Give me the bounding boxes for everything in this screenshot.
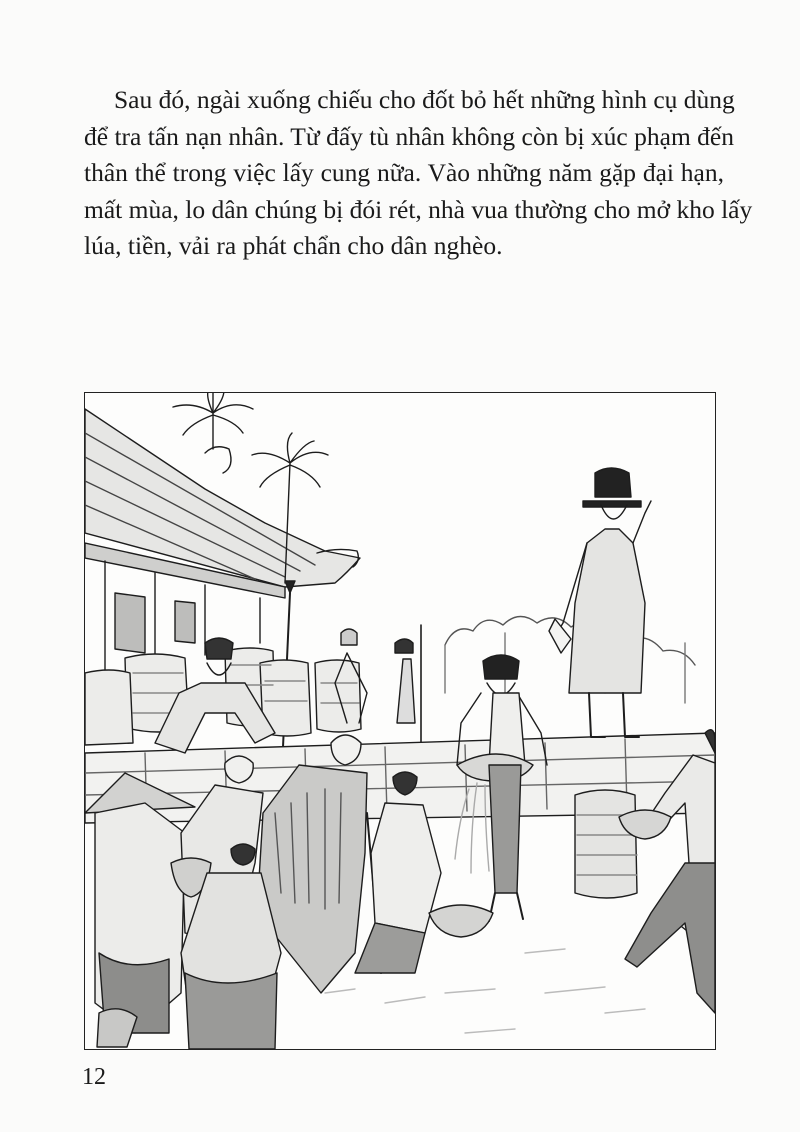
body-paragraph: [84, 82, 753, 265]
paragraph-line: để tra tấn nạn nhân. Từ đấy tù nhân không còn bị xúc phạm đến: [84, 121, 734, 151]
page-number: 12: [82, 1064, 106, 1090]
paragraph-line: lúa, tiền, vải ra phát chẩn cho dân nghèo.: [84, 231, 503, 260]
paragraph-line: Sau đó, ngài xuống chiếu cho đốt bỏ hết những hình cụ dùng: [114, 85, 735, 114]
paragraph-line: thân thể trong việc lấy cung nữa. Vào những năm gặp đại hạn,: [84, 158, 724, 187]
ink-drawing-rice-distribution: [85, 393, 715, 1049]
paragraph-line: mất mùa, lo dân chúng bị đói rét, nhà vua thường cho mở kho lấy: [84, 194, 753, 224]
illustration: [84, 392, 716, 1050]
